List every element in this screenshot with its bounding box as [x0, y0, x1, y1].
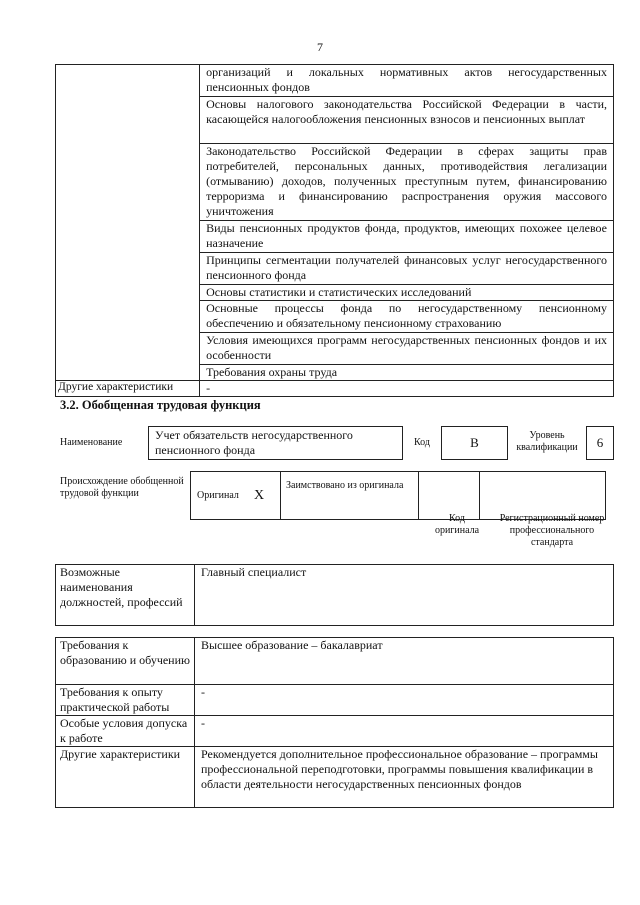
- table-row: Виды пенсионных продуктов фонда, продуктов, имеющих похожее целевое назначение: [200, 221, 614, 253]
- requirement-label: Особые условия допуска к работе: [56, 716, 195, 747]
- name-label: Наименование: [60, 437, 123, 448]
- code-caption: Код оригинала: [434, 513, 480, 536]
- requirement-value: Высшее образование – бакалавриат: [195, 638, 614, 685]
- positions-table: [55, 564, 614, 626]
- requirement-label: Требования к образованию и обучению: [56, 638, 195, 685]
- positions-value: Главный специалист: [195, 565, 614, 626]
- origin-label: Происхождение обобщенной трудовой функции: [60, 476, 184, 499]
- knowledge-table: [55, 64, 614, 397]
- positions-label: Возможные наименования должностей, профессий: [56, 565, 195, 626]
- requirement-label: Другие характеристики: [56, 747, 195, 808]
- code-label: Код: [414, 437, 430, 448]
- registration-caption: Регистрационный номер профессионального стандарта: [499, 513, 605, 548]
- page-number: 7: [317, 40, 323, 54]
- table-row: организаций и локальных нормативных актов негосударственных пенсионных фондов: [200, 65, 614, 97]
- level-label: Уровень квалификации: [516, 430, 578, 453]
- table-row: Основы налогового законодательства Российской Федерации в части, касающейся налогообложения пенсионных взносов и пенсионных выплат: [200, 97, 614, 144]
- table-row: Основы статистики и статистических исследований: [200, 285, 614, 301]
- level-value-box: 6: [586, 426, 614, 460]
- section-title: 3.2. Обобщенная трудовая функция: [60, 398, 261, 412]
- table-row: Законодательство Российской Федерации в сферах защиты прав потребителей, персональных данных, противодействия легализации (отмыванию) доходов, полученных преступным путем, финансированию терроризма и финансированию распространения оружия массового уничтожения: [200, 144, 614, 221]
- function-code-box: B: [441, 426, 508, 460]
- requirement-value: -: [195, 716, 614, 747]
- other-characteristics-value: -: [200, 381, 614, 397]
- requirements-table: [55, 637, 614, 808]
- function-name-box: Учет обязательств негосударственного пенсионного фонда: [148, 426, 403, 460]
- table-row: Основные процессы фонда по негосударственному пенсионному обеспечению и обязательному пенсионному страхованию: [200, 301, 614, 333]
- table-row: Требования охраны труда: [200, 365, 614, 381]
- empty-label-cell: [56, 65, 200, 381]
- table-row: Принципы сегментации получателей финансовых услуг негосударственного пенсионного фонда: [200, 253, 614, 285]
- borrowed-label: Заимствовано из оригинала: [281, 472, 419, 520]
- table-row: Условия имеющихся программ негосударственных пенсионных фондов и их особенности: [200, 333, 614, 365]
- requirement-value: -: [195, 685, 614, 716]
- original-label: Оригинал: [191, 472, 255, 520]
- other-characteristics-label: Другие характеристики: [56, 381, 200, 397]
- original-mark: X: [254, 472, 281, 520]
- requirement-value: Рекомендуется дополнительное профессиональное образование – программы профессиональной переподготовки, программы повышения квалификации в области деятельности негосударственных пенсионных фондов: [195, 747, 614, 808]
- requirement-label: Требования к опыту практической работы: [56, 685, 195, 716]
